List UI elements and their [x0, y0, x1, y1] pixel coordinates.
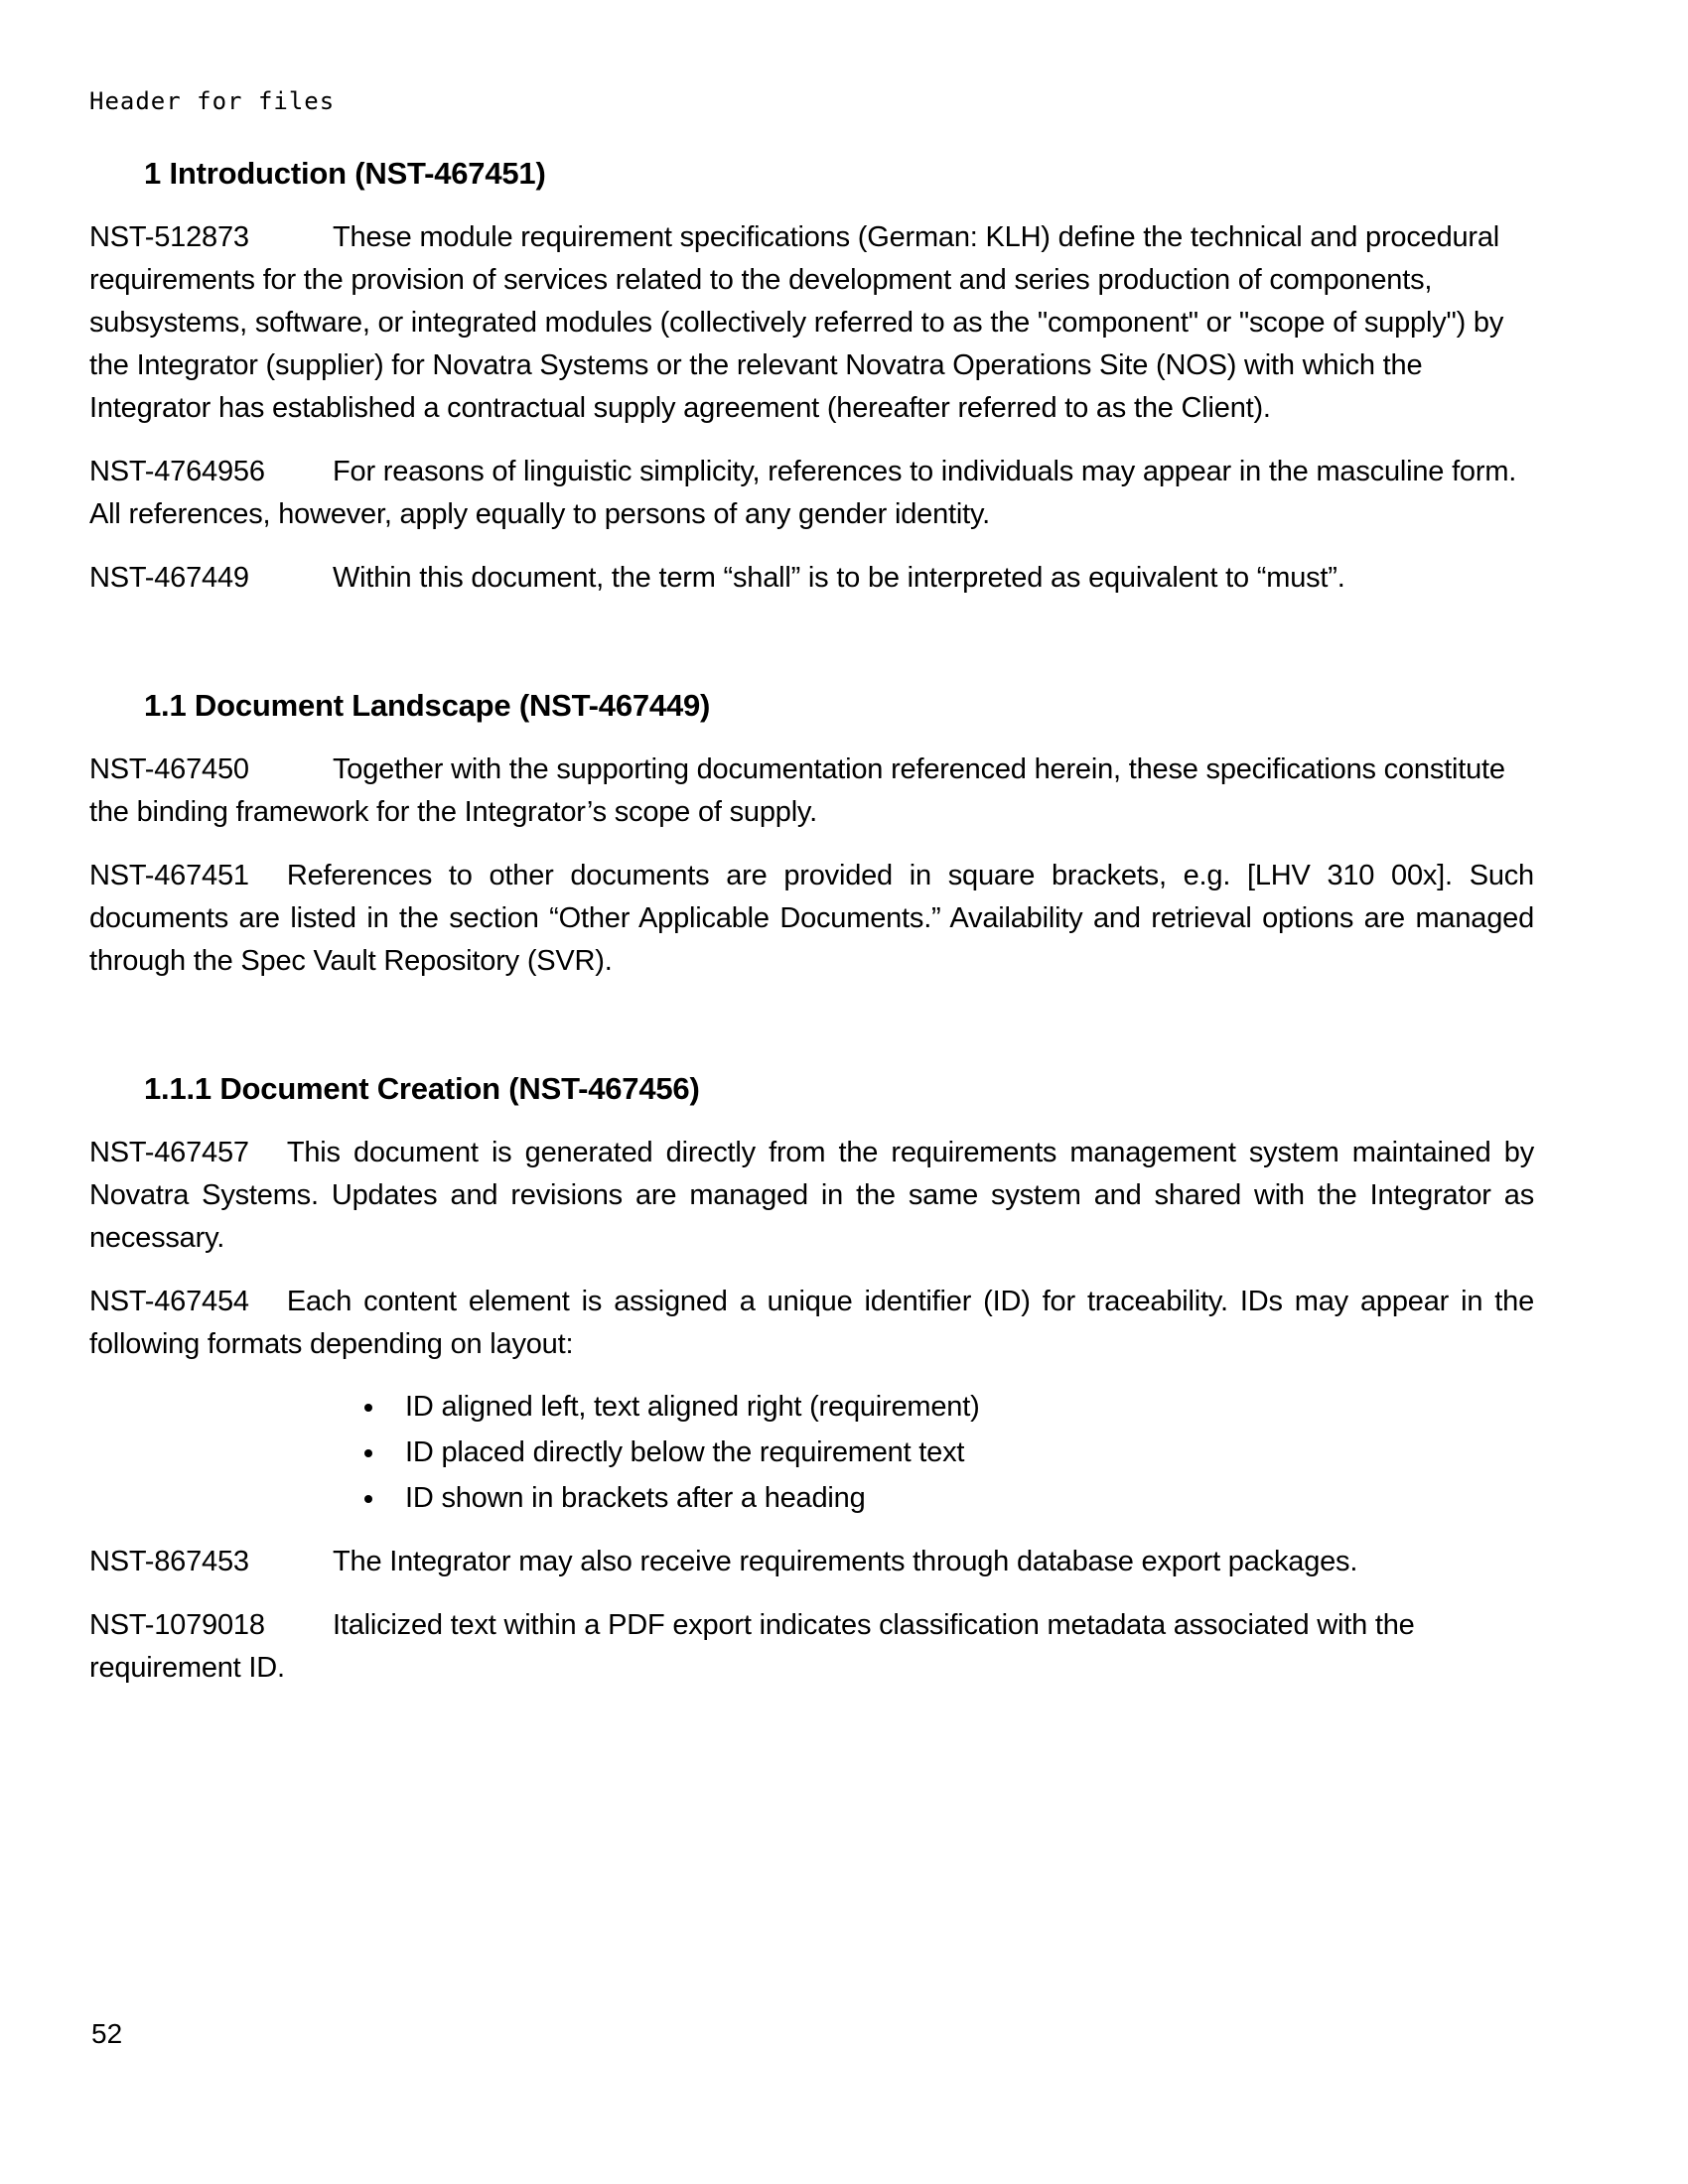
requirement-text: The Integrator may also receive requirements through database export packages. — [333, 1546, 1358, 1577]
bullet-list — [89, 1386, 1534, 1520]
section-heading-introduction: 1 Introduction (NST-467451) — [144, 156, 546, 191]
bullet-item: • ID shown in brackets after a heading — [387, 1477, 1534, 1520]
requirement-id: NST-512873 — [89, 221, 249, 253]
requirement-text: Italicized text within a PDF export indicates classification metadata associated with the requirement ID. — [89, 1609, 1415, 1684]
requirement-paragraph — [89, 216, 1534, 430]
section-heading-document-landscape: 1.1 Document Landscape (NST-467449) — [144, 688, 711, 723]
requirement-text: These module requirement specifications (German: KLH) define the technical and procedural requirements for the provision of services related to the development and series production of components, subsystems, software, or integrated modules (collectively referred to as the "component" or "scope of supply") by the Integrator (supplier) for Novatra Systems or the relevant Novatra Operations Site (NOS) with which the Integrator has established a contractual supply agreement (hereafter referred to as the Client). — [89, 221, 1504, 424]
requirement-text: Within this document, the term “shall” is to be interpreted as equivalent to “must”. — [333, 562, 1345, 594]
requirement-text: Together with the supporting documentation referenced herein, these specifications constitute the binding framework for the Integrator’s scope of supply. — [89, 753, 1505, 828]
page-header-text: Header for files — [89, 87, 336, 115]
requirement-paragraph — [89, 1541, 1534, 1583]
requirement-paragraph — [89, 855, 1534, 983]
requirement-paragraph — [89, 1281, 1534, 1366]
requirement-paragraph — [89, 1132, 1534, 1260]
requirement-id: NST-467451 — [89, 860, 249, 891]
requirement-id: NST-4764956 — [89, 456, 265, 487]
requirement-id: NST-867453 — [89, 1546, 249, 1577]
requirement-text: For reasons of linguistic simplicity, references to individuals may appear in the masculine form. All references, however, apply equally to persons of any gender identity. — [89, 456, 1517, 530]
bullet-item: • ID aligned left, text aligned right (requirement) — [387, 1386, 1534, 1429]
bullet-item: • ID placed directly below the requirement text — [387, 1432, 1534, 1474]
section-heading-document-creation: 1.1.1 Document Creation (NST-467456) — [144, 1071, 700, 1106]
requirement-paragraph — [89, 557, 1534, 600]
requirement-text: Each content element is assigned a unique identifier (ID) for traceability. IDs may appear in the following formats depending on layout: — [89, 1286, 1534, 1360]
requirement-paragraph — [89, 451, 1534, 536]
requirement-id: NST-467457 — [89, 1137, 249, 1168]
requirement-paragraph — [89, 1604, 1534, 1690]
requirement-id: NST-467454 — [89, 1286, 249, 1317]
requirement-paragraph — [89, 749, 1534, 834]
requirement-text: This document is generated directly from the requirements management system maintained by Novatra Systems. Updates and revisions are managed in the same system and shared with the Integrator as necessary. — [89, 1137, 1534, 1254]
page-number: 52 — [91, 2018, 123, 2049]
requirement-id: NST-1079018 — [89, 1609, 265, 1641]
requirement-id: NST-467450 — [89, 753, 249, 785]
requirement-id: NST-467449 — [89, 562, 249, 594]
requirement-text: References to other documents are provided in square brackets, e.g. [LHV 310 00x]. Such documents are listed in the section “Other Applicable Documents.” Availability and retrieval options are managed through the Spec Vault Repository (SVR). — [89, 860, 1534, 977]
